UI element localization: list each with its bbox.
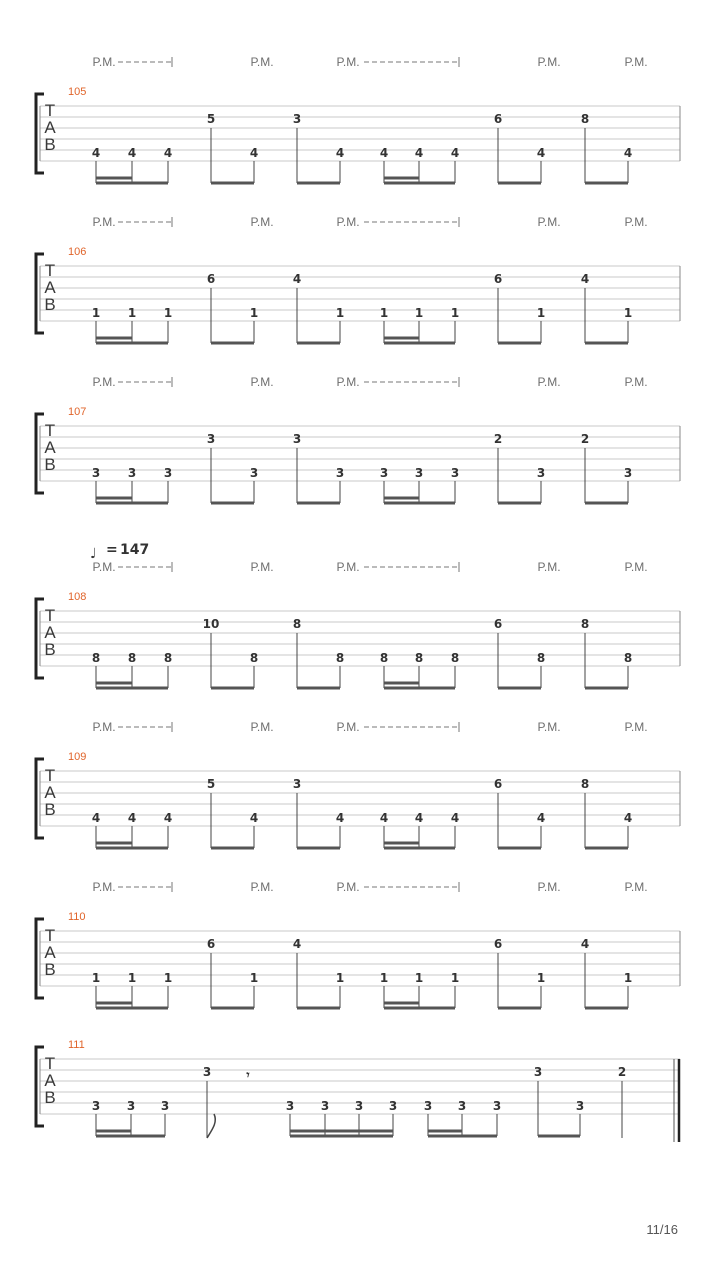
fret-number: 3 (423, 1099, 433, 1113)
fret-number: 3 (335, 466, 345, 480)
palm-mute-label: P.M. (92, 55, 116, 69)
measure-number: 107 (68, 406, 87, 418)
fret-number: 4 (580, 272, 590, 286)
fret-number: 1 (249, 971, 259, 985)
tab-clef-letter: T (44, 1054, 56, 1073)
fret-number: 4 (91, 811, 101, 825)
fret-number: 8 (580, 617, 590, 631)
fret-number: 2 (580, 432, 590, 446)
measure-number: 105 (68, 86, 87, 98)
fret-number: 8 (163, 651, 173, 665)
fret-number: 4 (292, 937, 302, 951)
fret-number: 4 (580, 937, 590, 951)
fret-number: 1 (414, 306, 424, 320)
fret-number: 8 (623, 651, 633, 665)
fret-number: 8 (580, 112, 590, 126)
palm-mute-label: P.M. (624, 215, 648, 229)
fret-number: 1 (450, 306, 460, 320)
fret-number: 1 (163, 971, 173, 985)
fret-number: 3 (160, 1099, 170, 1113)
fret-number: 6 (493, 617, 503, 631)
eighth-rest-icon: 𝄾 (246, 1068, 250, 1082)
palm-mute-label: P.M. (92, 375, 116, 389)
fret-number: 1 (623, 306, 633, 320)
fret-number: 1 (536, 971, 546, 985)
fret-number: 4 (335, 811, 345, 825)
fret-number: 3 (533, 1065, 543, 1079)
measure-number: 109 (68, 751, 87, 763)
tab-clef-letter: T (44, 926, 56, 945)
palm-mute-label: P.M. (250, 55, 274, 69)
measure-number: 111 (68, 1039, 85, 1051)
fret-number: 6 (493, 112, 503, 126)
fret-number: 3 (320, 1099, 330, 1113)
fret-number: 8 (536, 651, 546, 665)
fret-number: 4 (127, 146, 137, 160)
fret-number: 1 (127, 971, 137, 985)
fret-number: 4 (623, 146, 633, 160)
palm-mute-label: P.M. (537, 375, 561, 389)
palm-mute-label: P.M. (336, 55, 360, 69)
fret-number: 4 (450, 146, 460, 160)
fret-number: 1 (127, 306, 137, 320)
tempo-note-icon: ♩ (90, 546, 97, 562)
palm-mute-label: P.M. (92, 720, 116, 734)
fret-number: 1 (414, 971, 424, 985)
fret-number: 2 (617, 1065, 627, 1079)
measure-number: 108 (68, 591, 87, 603)
fret-number: 8 (379, 651, 389, 665)
fret-number: 3 (206, 432, 216, 446)
fret-number: 8 (335, 651, 345, 665)
palm-mute-label: P.M. (624, 720, 648, 734)
fret-number: 3 (575, 1099, 585, 1113)
palm-mute-label: P.M. (92, 880, 116, 894)
fret-number: 2 (493, 432, 503, 446)
palm-mute-label: P.M. (92, 215, 116, 229)
fret-number: 3 (492, 1099, 502, 1113)
tab-clef-letter: T (44, 606, 56, 625)
tab-clef-letter: B (44, 640, 56, 659)
palm-mute-label: P.M. (336, 375, 360, 389)
fret-number: 6 (493, 777, 503, 791)
fret-number: 3 (285, 1099, 295, 1113)
fret-number: 3 (388, 1099, 398, 1113)
fret-number: 8 (127, 651, 137, 665)
palm-mute-label: P.M. (537, 880, 561, 894)
palm-mute-label: P.M. (537, 720, 561, 734)
fret-number: 1 (249, 306, 259, 320)
palm-mute-label: P.M. (250, 215, 274, 229)
tab-clef-letter: B (44, 455, 56, 474)
fret-number: 3 (292, 112, 302, 126)
fret-number: 3 (202, 1065, 212, 1079)
palm-mute-label: P.M. (624, 880, 648, 894)
fret-number: 1 (623, 971, 633, 985)
tab-clef-letter: A (44, 623, 56, 642)
note-flag (207, 1114, 215, 1138)
palm-mute-label: P.M. (537, 55, 561, 69)
fret-number: 3 (127, 466, 137, 480)
tab-clef-letter: T (44, 421, 56, 440)
fret-number: 8 (580, 777, 590, 791)
fret-number: 3 (536, 466, 546, 480)
fret-number: 4 (414, 811, 424, 825)
fret-number: 3 (91, 1099, 101, 1113)
fret-number: 4 (249, 146, 259, 160)
fret-number: 1 (163, 306, 173, 320)
fret-number: 3 (354, 1099, 364, 1113)
fret-number: 4 (623, 811, 633, 825)
fret-number: 4 (163, 146, 173, 160)
fret-number: 4 (163, 811, 173, 825)
palm-mute-label: P.M. (624, 560, 648, 574)
fret-number: 4 (91, 146, 101, 160)
fret-number: 6 (493, 272, 503, 286)
fret-number: 6 (206, 937, 216, 951)
palm-mute-label: P.M. (537, 560, 561, 574)
tab-clef-letter: T (44, 101, 56, 120)
fret-number: 1 (379, 306, 389, 320)
tab-clef-letter: A (44, 278, 56, 297)
fret-number: 6 (206, 272, 216, 286)
palm-mute-label: P.M. (336, 720, 360, 734)
fret-number: 3 (450, 466, 460, 480)
fret-number: 1 (379, 971, 389, 985)
palm-mute-label: P.M. (250, 560, 274, 574)
fret-number: 3 (623, 466, 633, 480)
page-number: 11/16 (646, 1222, 678, 1237)
tab-clef-letter: B (44, 135, 56, 154)
fret-number: 8 (91, 651, 101, 665)
palm-mute-label: P.M. (336, 560, 360, 574)
fret-number: 1 (91, 971, 101, 985)
fret-number: 8 (292, 617, 302, 631)
palm-mute-label: P.M. (250, 375, 274, 389)
fret-number: 3 (414, 466, 424, 480)
fret-number: 4 (127, 811, 137, 825)
tab-clef-letter: T (44, 261, 56, 280)
fret-number: 5 (206, 777, 216, 791)
palm-mute-label: P.M. (250, 880, 274, 894)
tab-clef-letter: B (44, 800, 56, 819)
palm-mute-label: P.M. (92, 560, 116, 574)
fret-number: 4 (249, 811, 259, 825)
tab-clef-letter: B (44, 295, 56, 314)
fret-number: 3 (292, 777, 302, 791)
fret-number: 4 (292, 272, 302, 286)
fret-number: 4 (379, 811, 389, 825)
fret-number: 1 (450, 971, 460, 985)
tab-clef-letter: A (44, 1071, 56, 1090)
tab-clef-letter: T (44, 766, 56, 785)
fret-number: 8 (450, 651, 460, 665)
palm-mute-label: P.M. (250, 720, 274, 734)
fret-number: 1 (335, 306, 345, 320)
fret-number: 1 (335, 971, 345, 985)
fret-number: 5 (206, 112, 216, 126)
fret-number: 4 (335, 146, 345, 160)
tab-clef-letter: B (44, 1088, 56, 1107)
palm-mute-label: P.M. (624, 55, 648, 69)
tab-clef-letter: A (44, 943, 56, 962)
tab-clef-letter: A (44, 118, 56, 137)
fret-number: 3 (457, 1099, 467, 1113)
measure-number: 106 (68, 246, 87, 258)
palm-mute-label: P.M. (336, 880, 360, 894)
tab-clef-letter: B (44, 960, 56, 979)
fret-number: 8 (249, 651, 259, 665)
fret-number: 3 (126, 1099, 136, 1113)
fret-number: 6 (493, 937, 503, 951)
palm-mute-label: P.M. (336, 215, 360, 229)
fret-number: 1 (536, 306, 546, 320)
fret-number: 3 (379, 466, 389, 480)
fret-number: 10 (202, 617, 220, 631)
fret-number: 4 (414, 146, 424, 160)
tab-clef-letter: A (44, 783, 56, 802)
tab-clef-letter: A (44, 438, 56, 457)
fret-number: 4 (536, 146, 546, 160)
fret-number: 3 (249, 466, 259, 480)
fret-number: 1 (91, 306, 101, 320)
fret-number: 3 (292, 432, 302, 446)
fret-number: 4 (450, 811, 460, 825)
tempo-bpm: 147 (120, 542, 150, 558)
fret-number: 4 (379, 146, 389, 160)
tempo-equals: = (106, 542, 118, 558)
palm-mute-label: P.M. (624, 375, 648, 389)
palm-mute-label: P.M. (537, 215, 561, 229)
fret-number: 4 (536, 811, 546, 825)
measure-number: 110 (68, 911, 86, 923)
fret-number: 8 (414, 651, 424, 665)
fret-number: 3 (163, 466, 173, 480)
fret-number: 3 (91, 466, 101, 480)
